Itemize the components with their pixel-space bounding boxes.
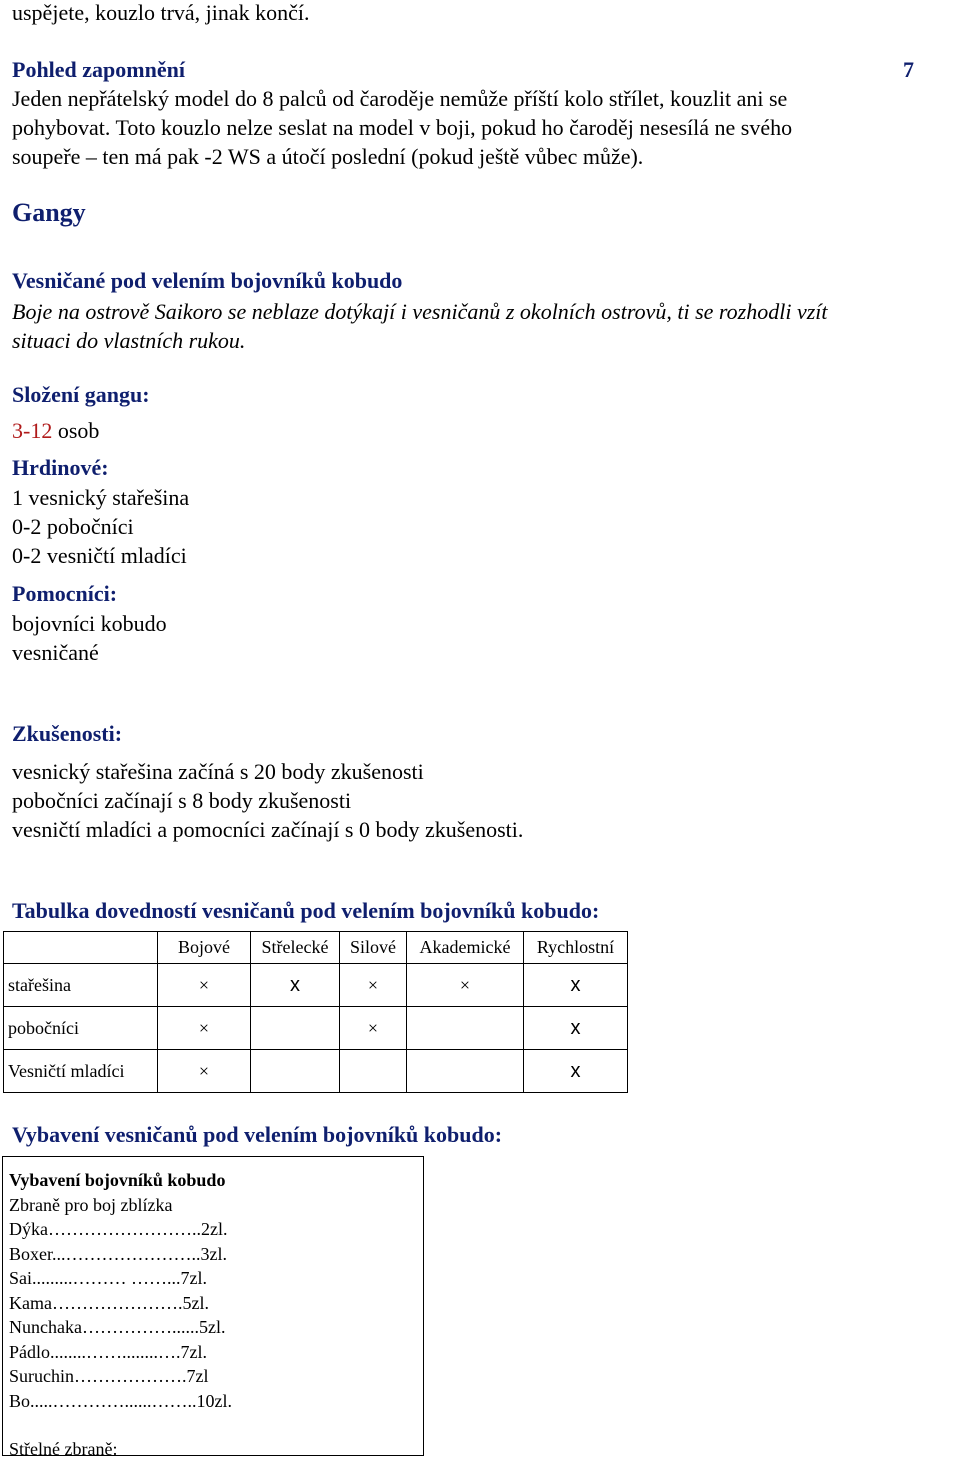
row-name: stařešina	[4, 964, 158, 1007]
equipment-item: Dýka……………………..2zl.	[9, 1219, 228, 1239]
heroes-label: Hrdinové:	[12, 455, 109, 480]
skill-cell	[407, 1007, 524, 1050]
spacer	[9, 1413, 423, 1437]
spell-text-line: pohybovat. Toto kouzlo nelze seslat na model v boji, pokud ho čaroděj nesesílá ne svého	[12, 115, 793, 140]
skill-cell: x	[524, 1007, 628, 1050]
skill-cell: ×	[158, 964, 251, 1007]
ranged-label: Střelné zbraně:	[9, 1439, 118, 1459]
equipment-item: Nunchaka……………......5zl.	[9, 1317, 226, 1337]
gang-description-line: Boje na ostrově Saikoro se neblaze dotýkají i vesničanů z okolních ostrovů, ti se rozhodli vzít	[12, 299, 828, 324]
column-header: Silové	[340, 932, 407, 964]
skill-cell: x	[524, 1050, 628, 1093]
spell-title: Pohled zapomnění	[12, 57, 185, 82]
composition-value	[12, 416, 99, 445]
henchman-item: bojovníci kobudo	[12, 611, 167, 636]
experience-item: pobočníci začínají s 8 body zkušenosti	[12, 788, 352, 813]
henchman-item: vesničané	[12, 640, 99, 665]
henchmen-label: Pomocníci:	[12, 581, 118, 606]
skill-cell	[251, 1050, 340, 1093]
column-header: Bojové	[158, 932, 251, 964]
table-row	[4, 1007, 628, 1050]
equipment-item: Kama………………….5zl.	[9, 1292, 209, 1313]
skill-cell: x	[251, 964, 340, 1007]
skills-table	[3, 931, 628, 1093]
experience-item: vesničtí mladíci a pomocníci začínají s 0 body zkušenosti.	[12, 817, 524, 842]
skill-cell	[340, 1050, 407, 1093]
equipment-box-title: Vybavení bojovníků kobudo	[9, 1170, 226, 1190]
table-row	[4, 964, 628, 1007]
gang-name: Vesničané pod velením bojovníků kobudo	[12, 268, 403, 293]
equipment-item: Bo.....…………......……..10zl.	[9, 1390, 232, 1411]
table-row	[4, 1050, 628, 1093]
spell-difficulty: 7	[903, 57, 914, 82]
skill-cell: ×	[158, 1007, 251, 1050]
equipment-item: Suruchin……………….7zl	[9, 1366, 209, 1386]
equipment-box	[2, 1156, 424, 1459]
table-header-row	[4, 932, 628, 964]
hero-item: 0-2 pobočníci	[12, 514, 134, 539]
skill-cell: ×	[407, 964, 524, 1007]
skill-cell: ×	[340, 964, 407, 1007]
composition-unit: osob	[52, 418, 100, 443]
column-header: Akademické	[407, 932, 524, 964]
row-name: Vesničtí mladíci	[4, 1050, 158, 1093]
melee-label: Zbraně pro boj zblízka	[9, 1194, 173, 1215]
equipment-item: Pádlo........……........….7zl.	[9, 1341, 207, 1362]
table-corner-cell	[4, 932, 158, 964]
hero-item: 1 vesnický stařešina	[12, 485, 190, 510]
spell-text-line: Jeden nepřátelský model do 8 palců od čaroděje nemůže příští kolo střílet, kouzlit ani se	[12, 86, 788, 111]
skill-cell: ×	[158, 1050, 251, 1093]
skill-cell: ×	[340, 1007, 407, 1050]
column-header: Rychlostní	[524, 932, 628, 964]
hero-item: 0-2 vesničtí mladíci	[12, 543, 187, 568]
skill-cell: x	[524, 964, 628, 1007]
skill-cell	[251, 1007, 340, 1050]
skills-table-title: Tabulka dovedností vesničanů pod velením bojovníků kobudo:	[12, 898, 600, 923]
composition-count: 3-12	[12, 418, 53, 443]
column-header: Střelecké	[251, 932, 340, 964]
experience-item: vesnický stařešina začíná s 20 body zkušenosti	[12, 759, 424, 784]
composition-label: Složení gangu:	[12, 382, 150, 407]
spell-text-line: soupeře – ten má pak -2 WS a útočí poslední (pokud ještě vůbec může).	[12, 144, 644, 169]
skill-cell	[407, 1050, 524, 1093]
row-name: pobočníci	[4, 1007, 158, 1050]
gang-description-line: situaci do vlastních rukou.	[12, 328, 246, 353]
equipment-title: Vybavení vesničanů pod velením bojovníků kobudo:	[12, 1122, 503, 1147]
equipment-item: Boxer...…………………..3zl.	[9, 1243, 227, 1264]
equipment-item: Sai.........……… ……...7zl.	[9, 1268, 207, 1288]
experience-label: Zkušenosti:	[12, 721, 123, 746]
intro-text: uspějete, kouzlo trvá, jinak končí.	[12, 0, 310, 25]
section-title: Gangy	[12, 198, 86, 227]
